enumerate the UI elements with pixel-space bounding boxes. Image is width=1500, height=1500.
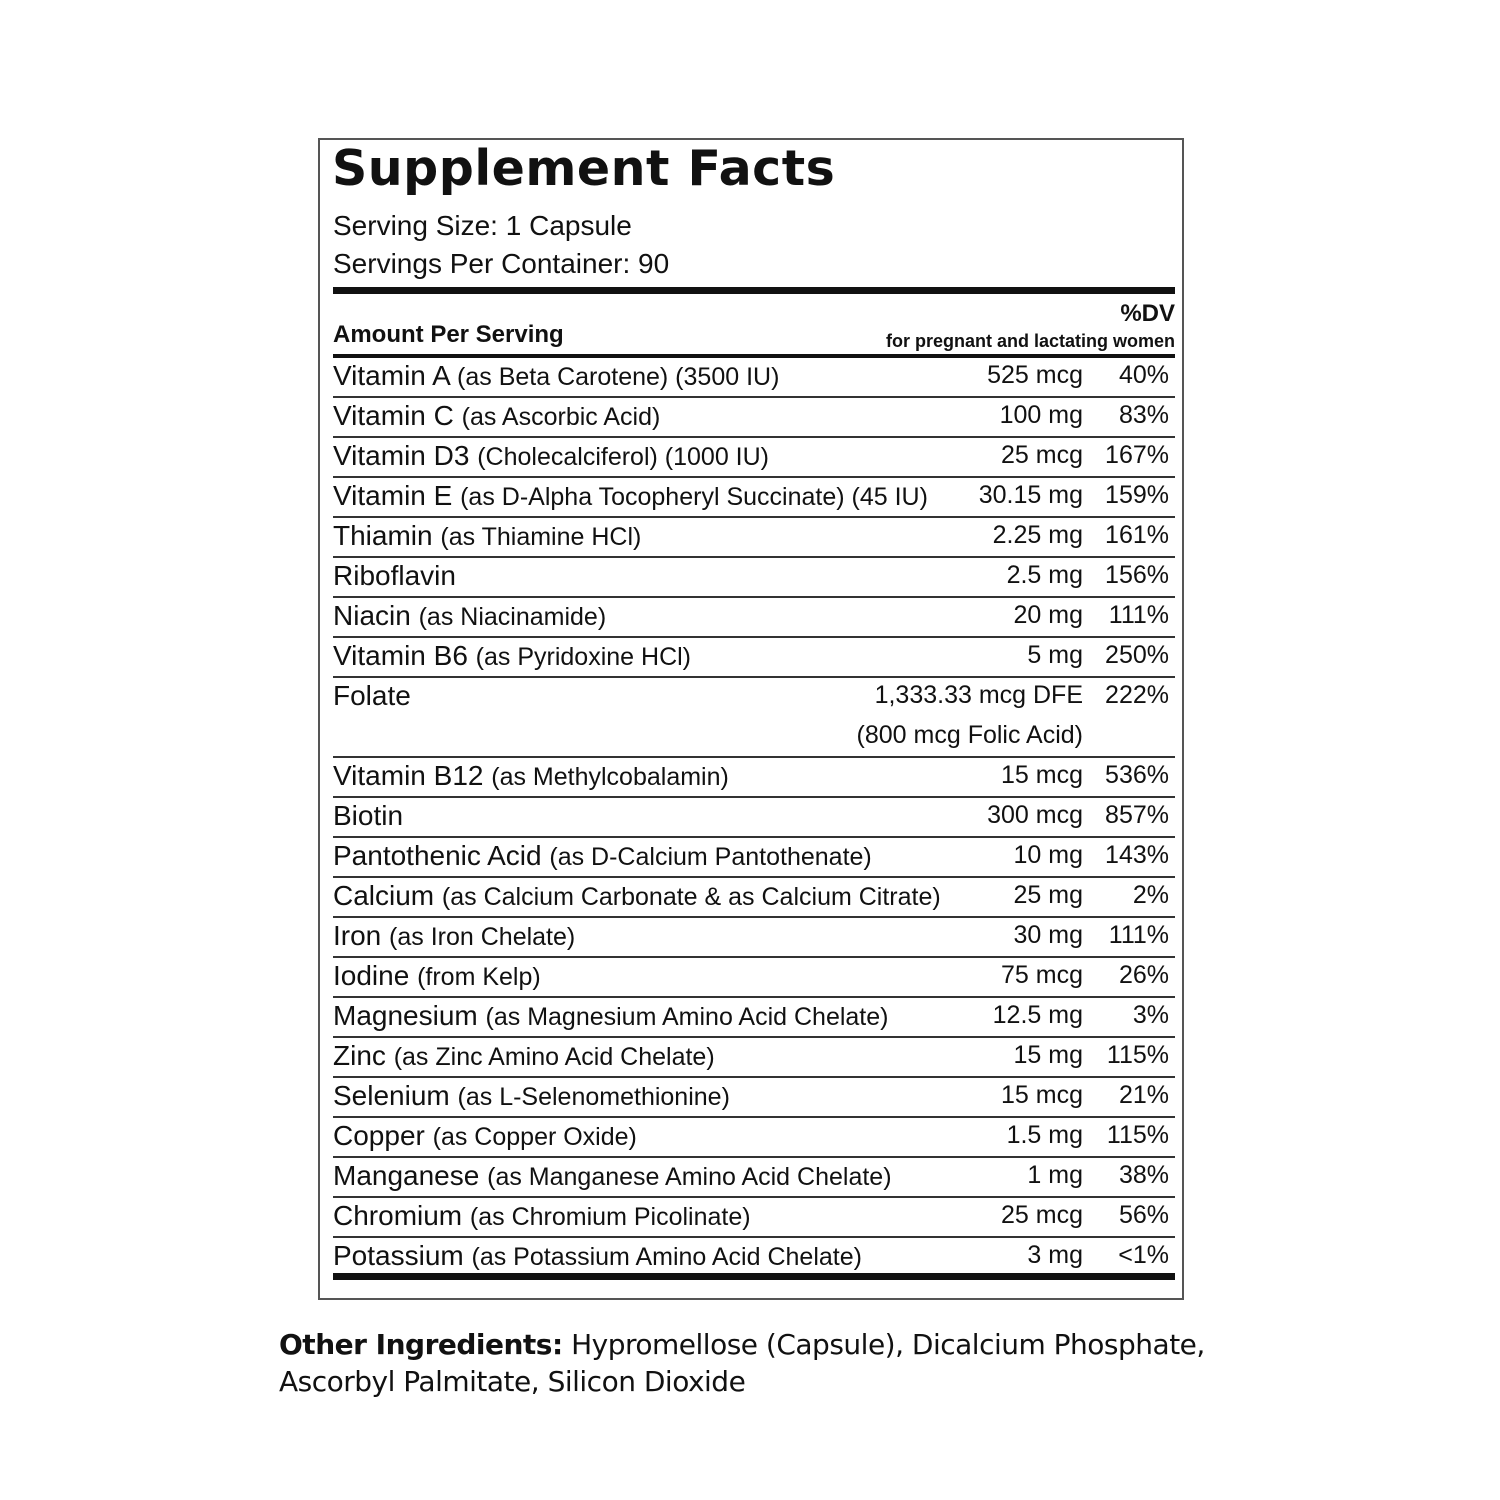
nutrient-dv: 167% xyxy=(1105,441,1169,469)
nutrient-amount: 1,333.33 mcg DFE xyxy=(874,681,1083,709)
table-row xyxy=(333,798,1175,838)
nutrient-name: Vitamin E xyxy=(333,480,453,511)
nutrient-name: Niacin xyxy=(333,600,411,631)
nutrient-name-cell xyxy=(333,1080,730,1112)
dv-subheader: for pregnant and lactating women xyxy=(885,331,1175,351)
nutrient-dv: 111% xyxy=(1108,921,1169,949)
nutrient-name: Pantothenic Acid xyxy=(333,840,542,871)
nutrient-dv: 83% xyxy=(1118,401,1169,429)
nutrient-amount: 15 mcg xyxy=(1001,761,1083,789)
nutrient-name-cell xyxy=(333,1240,862,1272)
nutrient-source: (as Beta Carotene) (3500 IU) xyxy=(457,363,780,391)
table-row xyxy=(333,478,1175,518)
nutrient-dv: 2% xyxy=(1132,881,1169,909)
nutrient-source: (as Zinc Amino Acid Chelate) xyxy=(393,1043,715,1071)
nutrient-dv: 159% xyxy=(1105,481,1169,509)
table-row xyxy=(333,958,1175,998)
nutrient-amount: 30 mg xyxy=(1013,921,1083,949)
table-row xyxy=(333,1118,1175,1158)
nutrient-amount: 2.25 mg xyxy=(992,521,1083,549)
nutrient-dv: 26% xyxy=(1118,961,1169,989)
nutrient-source: (as L-Selenomethionine) xyxy=(457,1083,730,1111)
nutrient-table xyxy=(333,358,1175,1278)
nutrient-source: (as Copper Oxide) xyxy=(432,1123,637,1151)
servings-per-container: Servings Per Container: 90 xyxy=(333,248,670,279)
table-row xyxy=(333,1078,1175,1118)
nutrient-source: (as Iron Chelate) xyxy=(389,923,576,951)
nutrient-source: (as Niacinamide) xyxy=(418,603,607,631)
nutrient-name-cell xyxy=(333,840,872,872)
table-row xyxy=(333,558,1175,598)
nutrient-dv: 38% xyxy=(1118,1161,1169,1189)
nutrient-name: Iodine xyxy=(333,960,410,991)
table-row xyxy=(333,998,1175,1038)
nutrient-source: (as Thiamine HCl) xyxy=(440,523,642,551)
table-row xyxy=(333,1198,1175,1238)
nutrient-name-cell xyxy=(333,800,403,832)
nutrient-source: (Cholecalciferol) (1000 IU) xyxy=(477,443,769,471)
nutrient-amount: 525 mcg xyxy=(987,361,1083,389)
nutrient-name-cell xyxy=(333,880,941,912)
nutrient-name: Vitamin A xyxy=(333,360,450,391)
nutrient-source: (as Calcium Carbonate & as Calcium Citrate) xyxy=(441,883,941,911)
nutrient-amount: 25 mg xyxy=(1013,881,1083,909)
nutrient-name: Vitamin D3 xyxy=(333,440,470,471)
nutrient-source: (as Manganese Amino Acid Chelate) xyxy=(487,1163,892,1191)
nutrient-source: (as Ascorbic Acid) xyxy=(461,403,661,431)
nutrient-dv: 161% xyxy=(1105,521,1169,549)
thick-divider-bottom xyxy=(333,1273,1175,1280)
nutrient-name-cell xyxy=(333,360,779,392)
label-title: Supplement Facts xyxy=(332,140,836,197)
nutrient-name: Magnesium xyxy=(333,1000,478,1031)
nutrient-name-cell xyxy=(333,400,660,432)
table-row xyxy=(333,398,1175,438)
nutrient-name-cell xyxy=(333,440,769,472)
table-row xyxy=(333,838,1175,878)
nutrient-dv: 21% xyxy=(1118,1081,1169,1109)
nutrient-amount: 1.5 mg xyxy=(1006,1121,1083,1149)
nutrient-amount: 30.15 mg xyxy=(978,481,1083,509)
nutrient-name: Vitamin B12 xyxy=(333,760,484,791)
nutrient-source: (as Methylcobalamin) xyxy=(491,763,729,791)
nutrient-source: (as D-Alpha Tocopheryl Succinate) (45 IU) xyxy=(460,483,928,511)
nutrient-source: (as Pyridoxine HCl) xyxy=(475,643,692,671)
nutrient-dv: 250% xyxy=(1105,641,1169,669)
nutrient-name-cell xyxy=(333,480,928,512)
serving-size: Serving Size: 1 Capsule xyxy=(333,210,632,241)
nutrient-amount: 25 mcg xyxy=(1001,441,1083,469)
nutrient-name: Vitamin B6 xyxy=(333,640,468,671)
nutrient-name: Chromium xyxy=(333,1200,463,1231)
nutrient-amount: 20 mg xyxy=(1013,601,1083,629)
nutrient-name-cell xyxy=(333,920,575,952)
table-row xyxy=(333,638,1175,678)
nutrient-amount: 12.5 mg xyxy=(992,1001,1083,1029)
table-row xyxy=(333,1038,1175,1078)
dv-header: %DV xyxy=(1120,300,1175,327)
amount-per-serving-header: Amount Per Serving xyxy=(333,321,564,348)
table-row xyxy=(333,758,1175,798)
table-row xyxy=(333,518,1175,558)
nutrient-name: Riboflavin xyxy=(333,560,456,591)
nutrient-name-cell xyxy=(333,1160,892,1192)
nutrient-dv: 143% xyxy=(1105,841,1169,869)
nutrient-amount: 10 mg xyxy=(1013,841,1083,869)
nutrient-name-cell xyxy=(333,960,541,992)
nutrient-dv: 115% xyxy=(1106,1121,1169,1149)
nutrient-amount: 5 mg xyxy=(1027,641,1083,669)
nutrient-name-cell xyxy=(333,1000,888,1032)
nutrient-source: (as Potassium Amino Acid Chelate) xyxy=(471,1243,862,1271)
nutrient-source: (as D-Calcium Pantothenate) xyxy=(549,843,872,871)
nutrient-name: Thiamin xyxy=(333,520,433,551)
thick-divider-top xyxy=(333,287,1175,294)
nutrient-dv: 3% xyxy=(1132,1001,1169,1029)
nutrient-dv: 536% xyxy=(1105,761,1169,789)
nutrient-name-cell xyxy=(333,520,641,552)
table-row xyxy=(333,1158,1175,1198)
nutrient-name: Potassium xyxy=(333,1240,464,1271)
nutrient-dv: 115% xyxy=(1106,1041,1169,1069)
nutrient-name-cell xyxy=(333,600,606,632)
nutrient-amount: 100 mg xyxy=(999,401,1083,429)
table-row xyxy=(333,438,1175,478)
nutrient-name: Iron xyxy=(333,920,382,951)
table-row xyxy=(333,598,1175,638)
nutrient-name: Selenium xyxy=(333,1080,450,1111)
nutrient-dv: 111% xyxy=(1108,601,1169,629)
nutrient-dv: 40% xyxy=(1118,361,1169,389)
nutrient-dv: <1% xyxy=(1118,1241,1169,1269)
other-ingredients xyxy=(279,1326,1259,1400)
nutrient-dv: 156% xyxy=(1105,561,1169,589)
nutrient-source: (as Magnesium Amino Acid Chelate) xyxy=(485,1003,889,1031)
table-row xyxy=(333,878,1175,918)
nutrient-dv: 222% xyxy=(1105,681,1169,709)
nutrient-name-cell xyxy=(333,1040,715,1072)
nutrient-amount: 25 mcg xyxy=(1001,1201,1083,1229)
nutrient-amount: 15 mg xyxy=(1013,1041,1083,1069)
nutrient-name-cell xyxy=(333,640,691,672)
nutrient-dv: 56% xyxy=(1118,1201,1169,1229)
nutrient-amount: 300 mcg xyxy=(987,801,1083,829)
table-row xyxy=(333,678,1175,758)
nutrient-amount: 15 mcg xyxy=(1001,1081,1083,1109)
nutrient-amount: 75 mcg xyxy=(1001,961,1083,989)
nutrient-name-cell xyxy=(333,560,456,592)
other-ingredients-text: Hypromellose (Capsule), Dicalcium Phosphate, Ascorbyl Palmitate, Silicon Dioxide xyxy=(279,1328,1205,1398)
nutrient-name: Calcium xyxy=(333,880,435,911)
nutrient-name-cell xyxy=(333,1120,637,1152)
nutrient-amount: 2.5 mg xyxy=(1006,561,1083,589)
nutrient-name: Vitamin C xyxy=(333,400,454,431)
nutrient-dv: 857% xyxy=(1105,801,1169,829)
nutrient-name: Zinc xyxy=(333,1040,386,1071)
nutrient-name: Copper xyxy=(333,1120,425,1151)
table-row xyxy=(333,1238,1175,1278)
nutrient-source: (as Chromium Picolinate) xyxy=(469,1203,751,1231)
nutrient-name-cell xyxy=(333,680,411,712)
nutrient-amount-detail: (800 mcg Folic Acid) xyxy=(856,721,1083,749)
nutrient-source: (from Kelp) xyxy=(417,963,541,991)
nutrient-amount: 1 mg xyxy=(1027,1161,1083,1189)
nutrient-name: Biotin xyxy=(333,800,404,831)
nutrient-name-cell xyxy=(333,1200,751,1232)
nutrient-name: Folate xyxy=(333,680,411,711)
nutrient-name: Manganese xyxy=(333,1160,480,1191)
other-ingredients-label: Other Ingredients: xyxy=(279,1328,563,1361)
table-row xyxy=(333,918,1175,958)
nutrient-amount: 3 mg xyxy=(1027,1241,1083,1269)
table-row xyxy=(333,358,1175,398)
nutrient-name-cell xyxy=(333,760,729,792)
